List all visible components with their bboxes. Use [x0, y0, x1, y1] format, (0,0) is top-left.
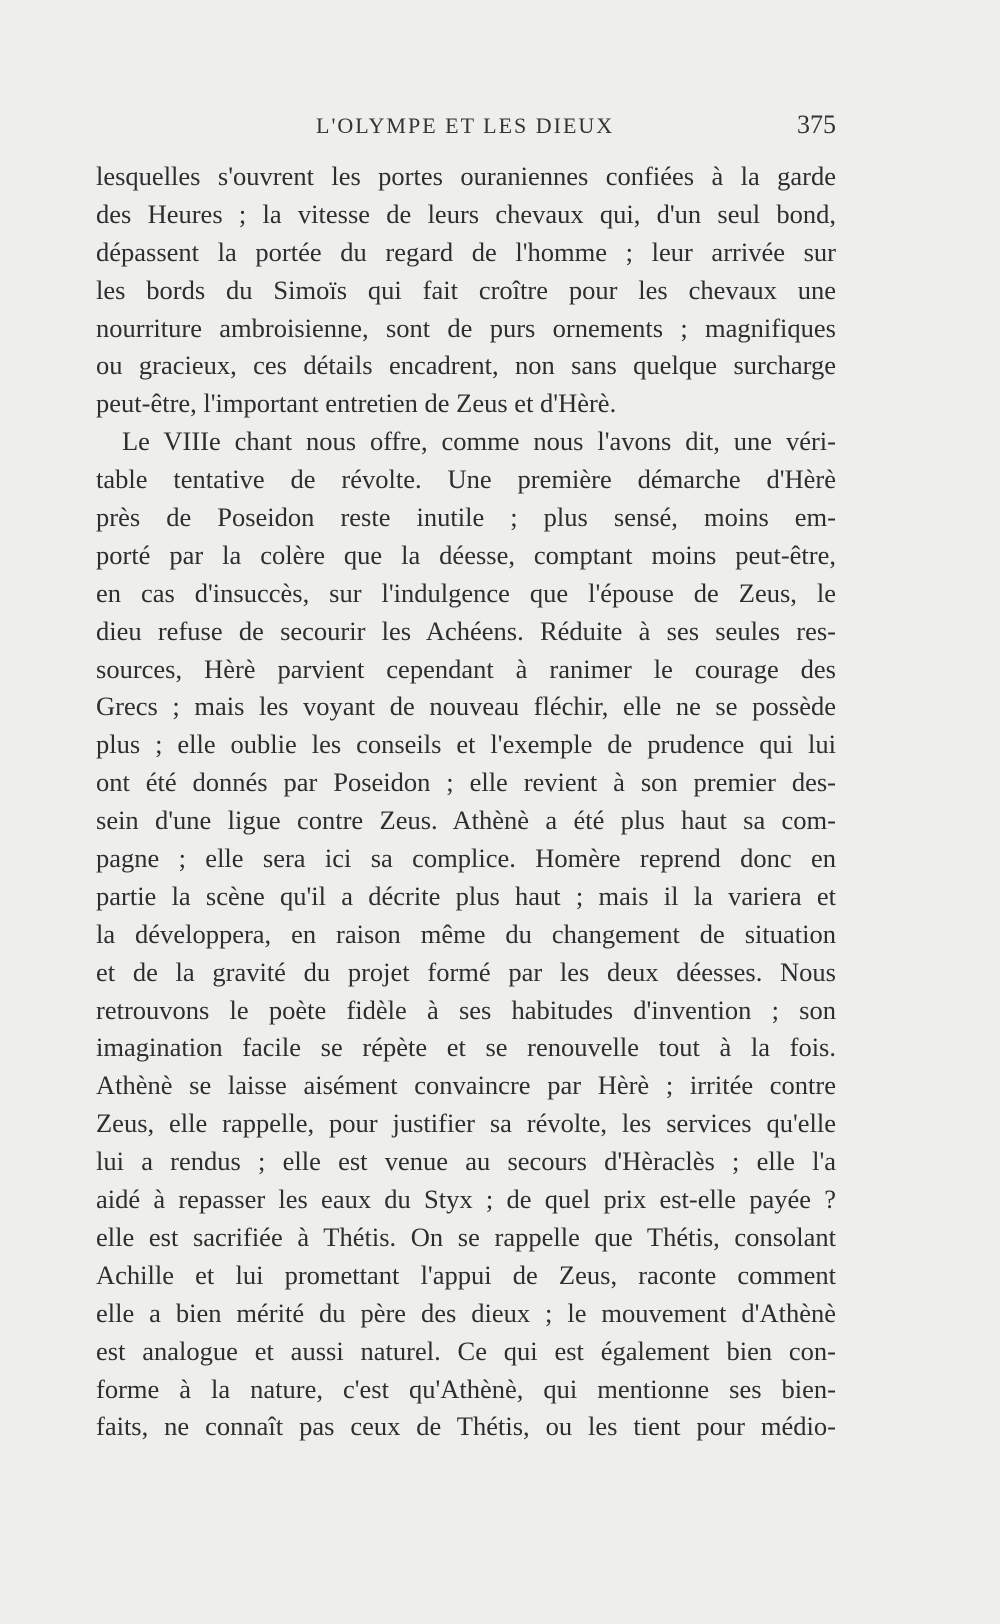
- text-line: est analogue et aussi naturel. Ce qui est également bien con-: [96, 1335, 836, 1366]
- body-text: [96, 158, 836, 1446]
- text-line: dieu refuse de secourir les Achéens. Réduite à ses seules res-: [96, 615, 836, 646]
- text-line: elle a bien mérité du père des dieux ; le mouvement d'Athènè: [96, 1297, 836, 1328]
- text-line: nourriture ambroisienne, sont de purs ornements ; magnifiques: [96, 312, 836, 343]
- text-line: elle est sacrifiée à Thétis. On se rappelle que Thétis, consolant: [96, 1221, 836, 1252]
- text-line: peut-être, l'important entretien de Zeus et d'Hèrè.: [96, 388, 617, 419]
- text-line: porté par la colère que la déesse, comptant moins peut-être,: [96, 539, 836, 570]
- text-line: la développera, en raison même du changement de situation: [96, 918, 836, 949]
- text-line: Zeus, elle rappelle, pour justifier sa révolte, les services qu'elle: [96, 1108, 836, 1139]
- text-line: près de Poseidon reste inutile ; plus sensé, moins em-: [96, 502, 836, 533]
- text-line: table tentative de révolte. Une première démarche d'Hèrè: [96, 464, 836, 495]
- page-number: 375: [797, 110, 836, 139]
- text-line: imagination facile se répète et se renouvelle tout à la fois.: [96, 1032, 836, 1063]
- text-line: ou gracieux, ces détails encadrent, non sans quelque surcharge: [96, 350, 836, 381]
- text-line: dépassent la portée du regard de l'homme ; leur arrivée sur: [96, 236, 836, 267]
- text-line: retrouvons le poète fidèle à ses habitudes d'invention ; son: [96, 994, 836, 1025]
- text-line: plus ; elle oublie les conseils et l'exemple de prudence qui lui: [96, 729, 836, 760]
- text-line: forme à la nature, c'est qu'Athènè, qui mentionne ses bien-: [96, 1373, 836, 1404]
- text-line: sources, Hèrè parvient cependant à ranimer le courage des: [96, 653, 836, 684]
- text-line: partie la scène qu'il a décrite plus haut ; mais il la variera et: [96, 880, 836, 911]
- text-line: des Heures ; la vitesse de leurs chevaux qui, d'un seul bond,: [96, 198, 836, 229]
- text-line: Grecs ; mais les voyant de nouveau fléchir, elle ne se possède: [96, 691, 836, 722]
- text-line: aidé à repasser les eaux du Styx ; de quel prix est-elle payée ?: [96, 1184, 836, 1215]
- text-line: en cas d'insuccès, sur l'indulgence que l'épouse de Zeus, le: [96, 577, 836, 608]
- text-line: lui a rendus ; elle est venue au secours d'Hèraclès ; elle l'a: [96, 1146, 836, 1177]
- running-title: L'OLYMPE ET LES DIEUX: [316, 113, 615, 138]
- text-line: ont été donnés par Poseidon ; elle revient à son premier des-: [96, 767, 836, 798]
- text-line: Athènè se laisse aisément convaincre par Hèrè ; irritée contre: [96, 1070, 836, 1101]
- text-line: et de la gravité du projet formé par les deux déesses. Nous: [96, 956, 836, 987]
- running-head: [96, 110, 836, 149]
- text-line: faits, ne connaît pas ceux de Thétis, ou les tient pour médio-: [96, 1411, 836, 1442]
- text-line: lesquelles s'ouvrent les portes ouraniennes confiées à la garde: [96, 161, 836, 191]
- text-line: Achille et lui promettant l'appui de Zeus, raconte comment: [96, 1259, 836, 1290]
- text-line: sein d'une ligue contre Zeus. Athènè a été plus haut sa com-: [96, 805, 836, 836]
- text-line: Le VIIIe chant nous offre, comme nous l'avons dit, une véri-: [122, 426, 836, 457]
- text-line: les bords du Simoïs qui fait croître pour les chevaux une: [96, 274, 836, 305]
- text-line: pagne ; elle sera ici sa complice. Homère reprend donc en: [96, 843, 836, 874]
